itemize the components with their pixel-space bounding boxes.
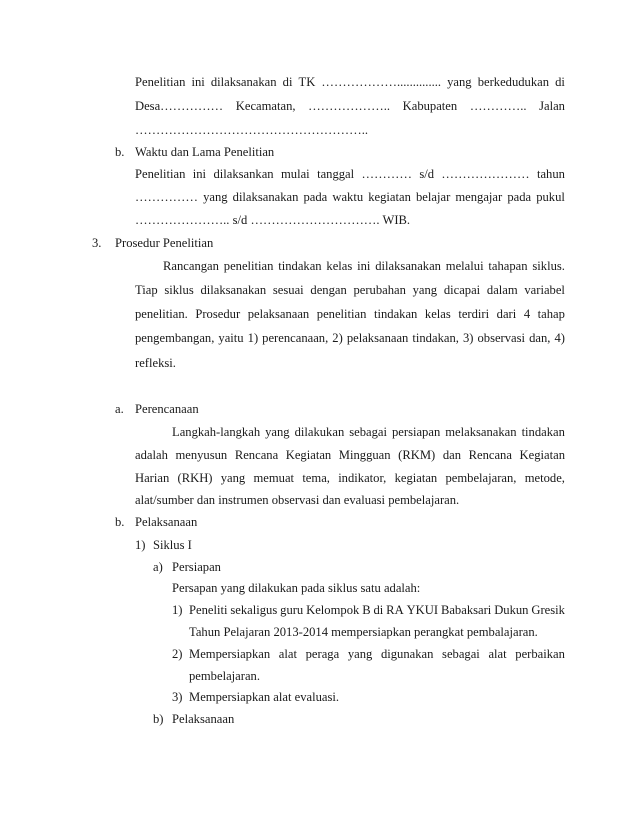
word: yaitu xyxy=(218,331,244,345)
word: sekaligus xyxy=(230,603,278,617)
word: sebagai xyxy=(442,647,480,661)
word: kegiatan xyxy=(394,471,438,485)
word: yang xyxy=(265,425,290,439)
word: Mingguan xyxy=(338,448,391,462)
word: peraga xyxy=(305,647,340,661)
procedure-line-4 xyxy=(135,330,565,346)
word: Penelitian xyxy=(135,167,186,181)
word: belajar xyxy=(416,190,451,204)
word: pukul xyxy=(536,190,565,204)
section-b-label: b. xyxy=(115,145,125,159)
word: dan xyxy=(442,448,462,462)
word: YKUI xyxy=(406,603,439,617)
word: alat xyxy=(488,647,507,661)
time-line-1 xyxy=(135,166,565,182)
word: tahap xyxy=(537,307,565,321)
word: ini xyxy=(191,75,205,89)
word: yang xyxy=(203,190,228,204)
word: melaksanakan xyxy=(445,425,517,439)
planning-line-2 xyxy=(135,447,565,463)
section-b2-title: Pelaksanaan xyxy=(135,515,198,529)
word: di xyxy=(373,603,384,617)
word: menyusun xyxy=(175,448,228,462)
word: tindakan, xyxy=(412,331,459,345)
item-1-line-1 xyxy=(189,602,565,618)
word: dari xyxy=(496,307,517,321)
word: memuat xyxy=(253,471,295,485)
word: variabel xyxy=(524,283,565,297)
word: kelas xyxy=(326,259,353,273)
word: B xyxy=(362,603,371,617)
word: ………………… xyxy=(441,167,530,181)
word: yang xyxy=(447,75,472,89)
word: dilakukan xyxy=(294,425,345,439)
word: pengembangan, xyxy=(135,331,215,345)
word: perbaikan xyxy=(515,647,565,661)
section-3-title: Prosedur Penelitian xyxy=(115,236,214,250)
word: tindakan xyxy=(278,259,322,273)
item-2-line-2: pembelajaran. xyxy=(189,669,260,683)
word: persiapan xyxy=(391,425,441,439)
cycle-label: 1) xyxy=(135,538,146,552)
word: tindakan xyxy=(521,425,565,439)
word: 4) xyxy=(554,331,565,345)
procedure-line-3 xyxy=(135,306,565,322)
word: siklus. xyxy=(532,259,565,273)
word: Jalan xyxy=(539,99,565,113)
prep-title: Persiapan xyxy=(172,560,221,574)
word: dan, xyxy=(529,331,551,345)
word: mengajar xyxy=(455,190,503,204)
word: dilaksanakan xyxy=(232,190,299,204)
word: dilaksanakan xyxy=(210,75,277,89)
word: pada xyxy=(507,190,532,204)
word: Rancangan xyxy=(163,259,219,273)
item-1-label: 1) xyxy=(172,603,183,617)
word: Rencana xyxy=(468,448,512,462)
word: dilaksankan xyxy=(213,167,274,181)
word: Rencana xyxy=(234,448,279,462)
word: yang xyxy=(220,471,246,485)
word: Kegiatan xyxy=(285,448,332,462)
word: sebagai xyxy=(349,425,387,439)
item-3-label: 3) xyxy=(172,690,183,704)
section-b2-label: b. xyxy=(115,515,125,529)
word: Desa…………… xyxy=(135,99,224,113)
word: (RKH) xyxy=(177,471,213,485)
word: Langkah-langkah xyxy=(172,425,261,439)
word: sesuai xyxy=(272,283,304,297)
word: terdiri xyxy=(458,307,490,321)
word: Penelitian xyxy=(135,75,186,89)
word: yang xyxy=(347,647,373,661)
word: Peneliti xyxy=(189,603,228,617)
word: dilaksanakan xyxy=(200,283,267,297)
location-line-2 xyxy=(135,98,565,114)
procedure-line-2 xyxy=(135,282,565,298)
word: digunakan xyxy=(380,647,434,661)
item-1-line-2: Tahun Pelajaran 2013-2014 mempersiapkan perangkat pembalajaran. xyxy=(189,625,538,639)
word: RA xyxy=(386,603,404,617)
word: alat xyxy=(278,647,297,661)
time-line-2 xyxy=(135,189,565,205)
word: ini xyxy=(192,167,207,181)
word: ……………….............. xyxy=(321,75,442,89)
item-2-line-1 xyxy=(189,646,565,662)
word: (RKM) xyxy=(398,448,436,462)
word: 3) xyxy=(462,331,474,345)
word: …………… xyxy=(135,190,198,204)
word: s/d xyxy=(419,167,435,181)
word: yang xyxy=(412,283,438,297)
word: dalam xyxy=(486,283,518,297)
planning-line-3 xyxy=(135,470,565,486)
word: Babaksari xyxy=(440,603,492,617)
section-a-label: a. xyxy=(115,402,124,416)
word: penelitian xyxy=(316,307,367,321)
location-line-3: ……………………………………………….. xyxy=(135,123,368,137)
word: siklus xyxy=(164,283,194,297)
word: dilaksanakan xyxy=(375,259,441,273)
item-2-label: 2) xyxy=(172,647,183,661)
word: 4 xyxy=(523,307,531,321)
word: pembelajaran, xyxy=(445,471,517,485)
word: pelaksanaan xyxy=(247,307,310,321)
word: Mempersiapkan xyxy=(189,647,271,661)
word: penelitian. xyxy=(135,307,188,321)
word: waktu xyxy=(332,190,364,204)
word: metode, xyxy=(524,471,565,485)
word: Dukun xyxy=(494,603,529,617)
word: Tiap xyxy=(135,283,158,297)
word: Gresik xyxy=(531,603,565,617)
word: tahapan xyxy=(488,259,528,273)
word: kelas xyxy=(424,307,451,321)
procedure-line-1 xyxy=(163,258,565,274)
location-line-1 xyxy=(135,74,565,90)
word: observasi xyxy=(477,331,526,345)
word: Harian xyxy=(135,471,170,485)
word: TK xyxy=(298,75,316,89)
word: Prosedur xyxy=(195,307,241,321)
word: Kecamatan, xyxy=(235,99,296,113)
item-3-text: Mempersiapkan alat evaluasi. xyxy=(189,690,340,704)
word: adalah xyxy=(135,448,168,462)
word: pelaksanaan xyxy=(346,331,409,345)
word: ………….. xyxy=(469,99,527,113)
word: Kabupaten xyxy=(402,99,458,113)
word: tindakan xyxy=(373,307,418,321)
word: dengan xyxy=(310,283,347,297)
word: tanggal xyxy=(317,167,355,181)
word: berkedudukan xyxy=(477,75,550,89)
word: melalui xyxy=(445,259,484,273)
word: tahun xyxy=(536,167,565,181)
word: penelitian xyxy=(223,259,274,273)
word: ini xyxy=(357,259,371,273)
prep-intro: Persapan yang dilakukan pada siklus satu adalah: xyxy=(172,581,421,595)
word: ……………….. xyxy=(308,99,391,113)
word: 1) xyxy=(247,331,259,345)
word: dicapai xyxy=(443,283,481,297)
word: mulai xyxy=(281,167,310,181)
word: guru xyxy=(280,603,304,617)
word: 2) xyxy=(332,331,343,345)
word: ………… xyxy=(361,167,412,181)
prep-label: a) xyxy=(153,560,163,574)
word: Kegiatan xyxy=(519,448,565,462)
word: pada xyxy=(303,190,328,204)
planning-line-4: alat/sumber dan instrumen observasi dan evaluasi pembelajaran. xyxy=(135,493,460,507)
time-line-3: ………………….. s/d …………………………. WIB. xyxy=(135,213,411,227)
word: perubahan xyxy=(353,283,406,297)
word: tema, xyxy=(302,471,330,485)
planning-line-1 xyxy=(172,424,565,440)
cycle-title: Siklus I xyxy=(153,538,192,552)
word: kegiatan xyxy=(368,190,411,204)
section-3-label: 3. xyxy=(92,236,102,250)
section-a-title: Perencanaan xyxy=(135,402,199,416)
word: di xyxy=(555,75,565,89)
word: perencanaan, xyxy=(262,331,329,345)
exec-label: b) xyxy=(153,712,164,726)
section-b-title: Waktu dan Lama Penelitian xyxy=(135,145,275,159)
word: indikator, xyxy=(338,471,387,485)
word: di xyxy=(282,75,293,89)
procedure-line-5: refleksi. xyxy=(135,356,176,370)
word: Kelompok xyxy=(306,603,360,617)
exec-title: Pelaksanaan xyxy=(172,712,235,726)
